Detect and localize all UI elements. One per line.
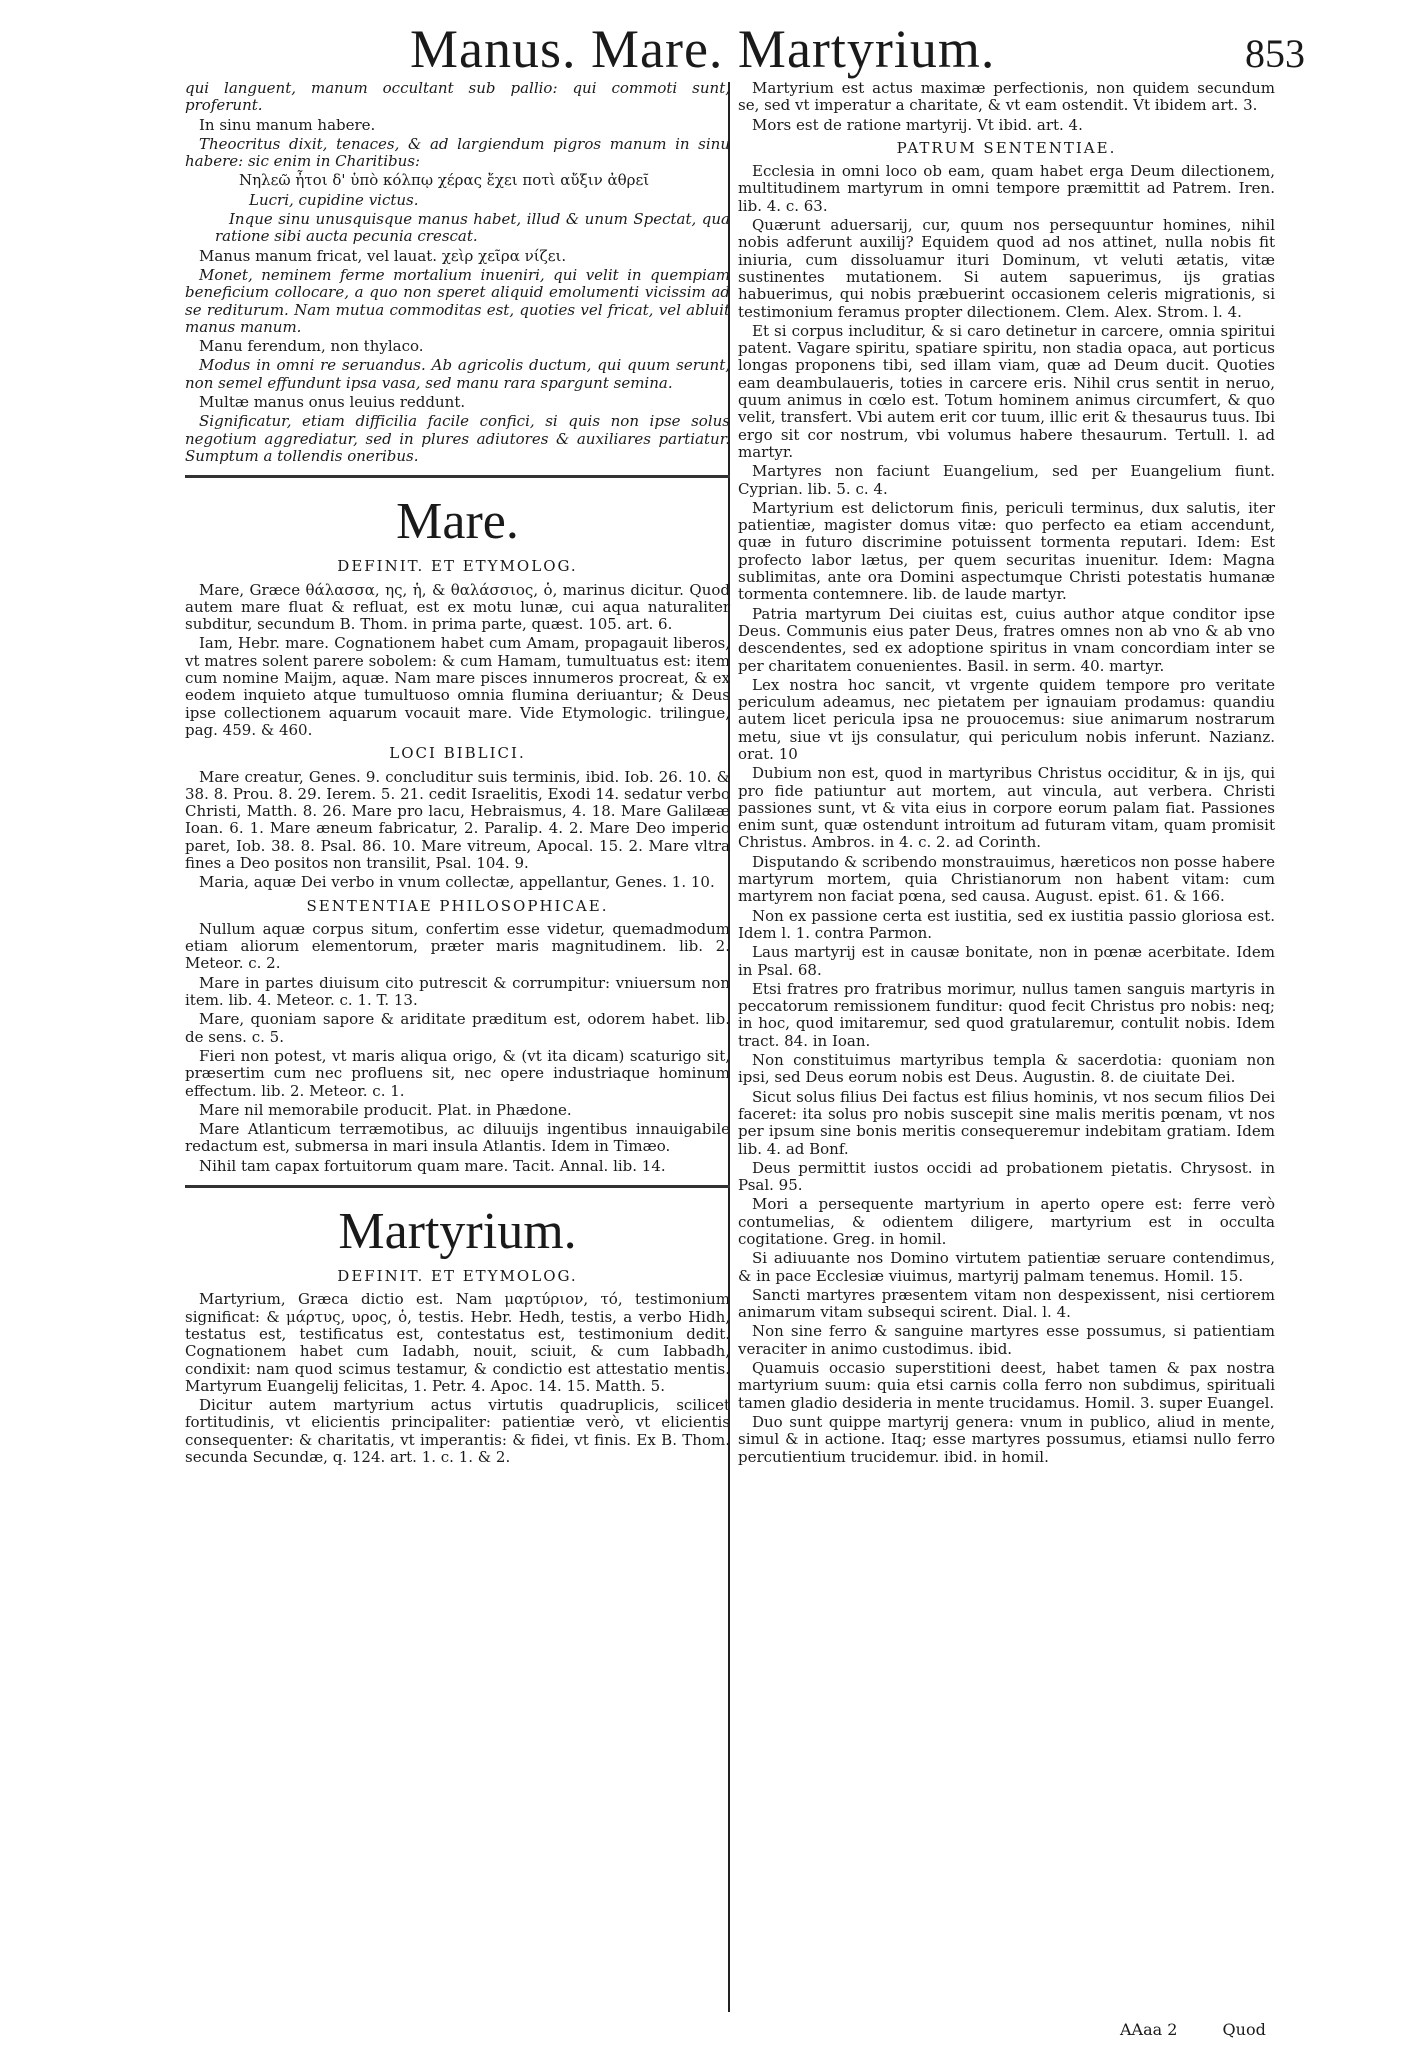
page-footer [1120, 2020, 1306, 2039]
paragraph: Quamuis occasio superstitioni deest, habet tamen & pax nostra martyrium suum: quia etsi carnis colla ferro non subdimus, spirituali tamen gladio desideria in mente trucidamus. Homil. 3. super Euangel. [738, 1359, 1275, 1412]
subheading: DEFINIT. ET ETYMOLOG. [337, 1267, 578, 1286]
paragraph: Theocritus dixit, tenaces, & ad largiendum pigros manum in sinu habere: sic enim in Charitibus: [185, 134, 730, 171]
page-number: 853 [1245, 31, 1305, 76]
paragraph: Martyrium est actus maximæ perfectionis, non quidem secundum se, sed vt imperatur a charitate, & vt eam ostendit. Vt ibidem art. 3. [738, 79, 1275, 115]
paragraph: Mare Atlanticum terræmotibus, ac diluuijs ingentibus innauigabile redactum est, submersa in mari insula Atlantis. Idem in Timæo. [185, 1120, 730, 1156]
paragraph: Significatur, etiam difficilia facile confici, si quis non ipse solus negotium aggrediatur, sed in plures adiutores & auxiliares partiatur. Sumptum a tollendis oneribus. [185, 412, 730, 465]
paragraph: Lucri, cupidine victus. [249, 190, 419, 209]
paragraph: Multæ manus onus leuius reddunt. [199, 393, 466, 412]
paragraph: In sinu manum habere. [199, 115, 376, 134]
paragraph: Martyrium, Græca dictio est. Nam μαρτύριον, τό, testimonium significat: & μάρτυς, υρος, ὁ, testis. Hebr. Hedh, testis, a verbo Hidh, testatus est, testificatus est, contestatus est, testimonium dedit. Cognationem habet cum Iadabh, nouit, sciuit, & cum Iabbadh, condixit: nam quod scimus testamur, & condictio est attestatio mentis. Martyrum Euangelij felicitas, 1. Petr. 4. Apoc. 14. 15. Matth. 5. [185, 1290, 730, 1395]
subheading: LOCI BIBLICI. [389, 744, 526, 763]
paragraph: Nihil tam capax fortuitorum quam mare. Tacit. Annal. lib. 14. [199, 1156, 666, 1175]
subheading: SENTENTIAE PHILOSOPHICAE. [306, 896, 609, 915]
paragraph: Deus permittit iustos occidi ad probationem pietatis. Chrysost. in Psal. 95. [738, 1158, 1275, 1195]
paragraph: Maria, aquæ Dei verbo in vnum collectæ, appellantur, Genes. 1. 10. [199, 873, 715, 892]
paragraph: Fieri non potest, vt maris aliqua origo, & (vt ita dicam) scaturigo sit, præsertim cum nec profluens sit, nec opere industriaque hominum effectum. lib. 2. Meteor. c. 1. [185, 1046, 730, 1100]
paragraph: Non ex passione certa est iustitia, sed ex iustitia passio gloriosa est. Idem l. 1. contra Parmon. [738, 906, 1275, 942]
paragraph: Mare nil memorabile producit. Plat. in Phædone. [199, 1100, 572, 1119]
martyrium-section [185, 1204, 730, 1466]
paragraph: Manus manum fricat, vel lauat. χεὶρ χεῖρα νίζει. [199, 246, 567, 265]
paragraph: Modus in omni re seruandus. Ab agricolis ductum, qui quum serunt, non semel effundunt ipsa vasa, sed manu rara spargunt semina. [185, 356, 730, 392]
paragraph: Ecclesia in omni loco ob eam, quam habet erga Deum dilectionem, multitudinem martyrum in omni tempore præmittit ad Patrem. Iren. lib. 4. c. 63. [738, 162, 1275, 215]
paragraph: Iam, Hebr. mare. Cognationem habet cum Amam, propagauit liberos, vt matres solent parere sobolem: & cum Hamam, tumultuatus est: item cum nomine Maijm, aquæ. Nam mare pisces innumeros procreat, & ex eodem inquieto atque tumultuoso omnia flumina deriuantur; & Deus ipse collectionem aquarum vocauit mare. Vide Etymologic. trilingue, pag. 459. & 460. [185, 634, 730, 739]
paragraph: Etsi fratres pro fratribus morimur, nullus tamen sanguis martyris in peccatorum remissionem funditur: quod fecit Christus pro nobis: neq; in hoc, quod imitaremur, sed quod gratularemur, contulit nobis. Idem tract. 84. in Ioan. [738, 979, 1275, 1050]
paragraph: Duo sunt quippe martyrij genera: vnum in publico, aliud in mente, simul & in actione. Itaq; esse martyres possumus, etiamsi nullo ferro percutientium trucidemur. ibid. in homil. [738, 1412, 1275, 1466]
paragraph: Non constituimus martyribus templa & sacerdotia: quoniam non ipsi, sed Deus eorum nobis est Deus. Augustin. 8. de ciuitate Dei. [738, 1051, 1275, 1087]
paragraph: Sancti martyres præsentem vitam non despexissent, nisi certiorem animarum vitam subsequi scirent. Dial. l. 4. [738, 1285, 1275, 1322]
paragraph: Inque sinu unusquisque manus habet, illud & unum Spectat, qua ratione sibi aucta pecunia crescat. [215, 210, 730, 246]
subheading: PATRUM SENTENTIAE. [896, 138, 1117, 157]
paragraph: Mors est de ratione martyrij. Vt ibid. art. 4. [752, 115, 1083, 134]
mare-section [185, 494, 730, 1175]
section-title: Martyrium. [338, 1203, 577, 1261]
paragraph: Mare creatur, Genes. 9. concluditur suis terminis, ibid. Iob. 26. 10. & 38. 8. Prou. 8. 29. Ierem. 5. 21. cedit Israelitis, Exodi 14. sedatur verbo Christi, Matth. 8. 26. Mare pro lacu, Hebraismus, 4. 18. Mare Galilææ Ioan. 6. 1. Mare æneum fabricatur, 2. Paralip. 4. 2. Mare Deo imperio paret, Iob. 38. 8. Psal. 86. 10. Mare vitreum, Apocal. 15. 2. Mare vltra fines a Deo positos non transilit, Psal. 104. 9. [185, 767, 730, 872]
left-column [185, 80, 730, 1468]
section-title: Mare. [396, 493, 519, 551]
paragraph: qui languent, manum occultant sub pallio: qui commoti sunt, proferunt. [185, 79, 730, 115]
section-rule [185, 1185, 730, 1188]
paragraph: Si adiuuante nos Domino virtutem patientiæ seruare contendimus, & in pace Ecclesiæ viuimus, martyrij palmam tenemus. Homil. 15. [738, 1249, 1275, 1285]
paragraph: Et si corpus includitur, & si caro detinetur in carcere, omnia spiritui patent. Vagare spiritu, spatiare spiritu, non stadia opaca, aut porticus longas proponens tibi, sed illam viam, quæ ad Deum ducit. Quoties eam deambulaueris, toties in carcere eris. Nihil crus sentit in neruo, quum animus in cœlo est. Totum hominem animus circumfert, & quo velit, transfert. Vbi autem erit cor tuum, illic erit & thesaurus tuus. Ibi ergo sit cor nostrum, vbi volumus habere thesaurum. Tertull. l. ad martyr. [738, 321, 1275, 461]
manus-section [185, 80, 730, 465]
paragraph: Quærunt aduersarij, cur, quum nos persequuntur homines, nihil nobis adferunt auxilij? Equidem quod ad nos attinet, nulla nobis fit iniuria, cum dissoluamur ituri Dominum, vt veluti ætatis, vitæ sustinentes mutationem. Si autem sapuerimus, ijs gratias habuerimus, qui nobis præbuerint occasionem celeris migrationis, si testimonium feramus propter dilectionem. Clem. Alex. Strom. l. 4. [738, 216, 1275, 321]
section-rule [185, 475, 730, 478]
paragraph: Mare in partes diuisum cito putrescit & corrumpitur: vniuersum non item. lib. 4. Meteor. c. 1. T. 13. [185, 973, 730, 1010]
page-header [0, 8, 1417, 79]
greek-verse: Νηλεῶ ἦτοι δ' ὑπὸ κόλπῳ χέρας ἔχει ποτὶ αὔξιν ἀθρεῖ [239, 171, 650, 190]
paragraph: Mori a persequente martyrium in aperto opere est: ferre verò contumelias, & odientem diligere, martyrium est in occulta cogitatione. Greg. in homil. [738, 1195, 1275, 1248]
paragraph: Mare, quoniam sapore & ariditate præditum est, odorem habet. lib. de sens. c. 5. [185, 1010, 730, 1046]
paragraph: Dicitur autem martyrium actus virtutis quadruplicis, scilicet fortitudinis, vt elicientis principaliter: patientiæ verò, vt elicientis consequenter: & charitatis, vt imperantis: & fidei, vt finis. Ex B. Thom. secunda Secundæ, q. 124. art. 1. c. 1. & 2. [185, 1396, 730, 1466]
paragraph: Martyrium est delictorum finis, periculi terminus, dux salutis, iter patientiæ, magister domus vitæ: quo perfecto ea etiam accendunt, quæ in futuro discrimine potuissent tormenta reputari. Idem: Est profecto labor lætus, per quem securitas inuenitur. Idem: Magna sublimitas, ante ora Domini aspectumque Christi potestatis humanæ tormenta contemnere. lib. de laude martyr. [738, 498, 1275, 604]
paragraph: Monet, neminem ferme mortalium inueniri, qui velit in quempiam beneficium collocare, a quo non speret aliquid emolumenti vicissim ad se rediturum. Nam mutua commoditas est, quoties vel fricat, vel abluit manus manum. [185, 265, 730, 336]
paragraph: Martyres non faciunt Euangelium, sed per Euangelium fiunt. Cyprian. lib. 5. c. 4. [738, 462, 1275, 498]
paragraph: Patria martyrum Dei ciuitas est, cuius author atque conditor ipse Deus. Communis eius pater Deus, fratres omnes non ab vno & ab vno descendentes, sed ex adoptione spiritus in vnam concordiam inter se per charitatem conuenientes. Basil. in serm. 40. martyr. [738, 604, 1275, 675]
paragraph: Manu ferendum, non thylaco. [199, 337, 424, 356]
right-column [738, 80, 1275, 1468]
paragraph: Laus martyrij est in causæ bonitate, non in pœnæ acerbitate. Idem in Psal. 68. [738, 943, 1275, 979]
paragraph: Disputando & scribendo monstrauimus, hæreticos non posse habere martyrum mortem, quia Christianorum non habent vitam: cum martyrem non faciat pœna, sed causa. August. epist. 61. & 166. [738, 852, 1275, 906]
paragraph: Nullum aquæ corpus situm, confertim esse videtur, quemadmodum etiam aliorum elementorum, præter maris magnitudinem. lib. 2. Meteor. c. 2. [185, 919, 730, 973]
paragraph: Mare, Græce θάλασσα, ης, ἡ, & θαλάσσιος, ὁ, marinus dicitur. Quod autem mare fluat & refluat, est ex motu lunæ, cui aqua naturaliter subditur, secundum B. Thom. in prima parte, quæst. 105. art. 6. [185, 580, 730, 634]
catchword: Quod [1222, 2020, 1266, 2039]
paragraph: Lex nostra hoc sancit, vt vrgente quidem tempore pro veritate periculum adeamus, nec pietatem per ignauiam prodamus: quandiu autem licet pericula ipsa ne prouocemus: siue animarum nostrarum metu, siue vt ijs consulatur, qui periculum nobis inferunt. Nazianz. orat. 10 [738, 675, 1275, 763]
paragraph: Sicut solus filius Dei factus est filius hominis, vt nos secum filios Dei faceret: ita solus pro nobis suscepit sine malis meritis pœnam, vt nos per ipsum sine bonis meritis consequeremur indebitam gratiam. Idem lib. 4. ad Bonf. [738, 1087, 1275, 1158]
paragraph: Dubium non est, quod in martyribus Christus occiditur, & in ijs, qui pro fide patiuntur aut mortem, aut vincula, aut verbera. Christi passiones sunt, vt & vita eius in corpore eorum palam fiat. Passiones enim sunt, quæ ostendunt introitum ad futuram vitam, quam promisit Christus. Ambros. in 4. c. 2. ad Corinth. [738, 764, 1275, 852]
subheading: DEFINIT. ET ETYMOLOG. [337, 557, 578, 576]
paragraph: Non sine ferro & sanguine martyres esse possumus, si patientiam veraciter in animo custodimus. ibid. [738, 1322, 1275, 1358]
signature-mark: AAaa 2 [1120, 2020, 1178, 2039]
running-title: Manus. Mare. Martyrium. [410, 19, 996, 79]
